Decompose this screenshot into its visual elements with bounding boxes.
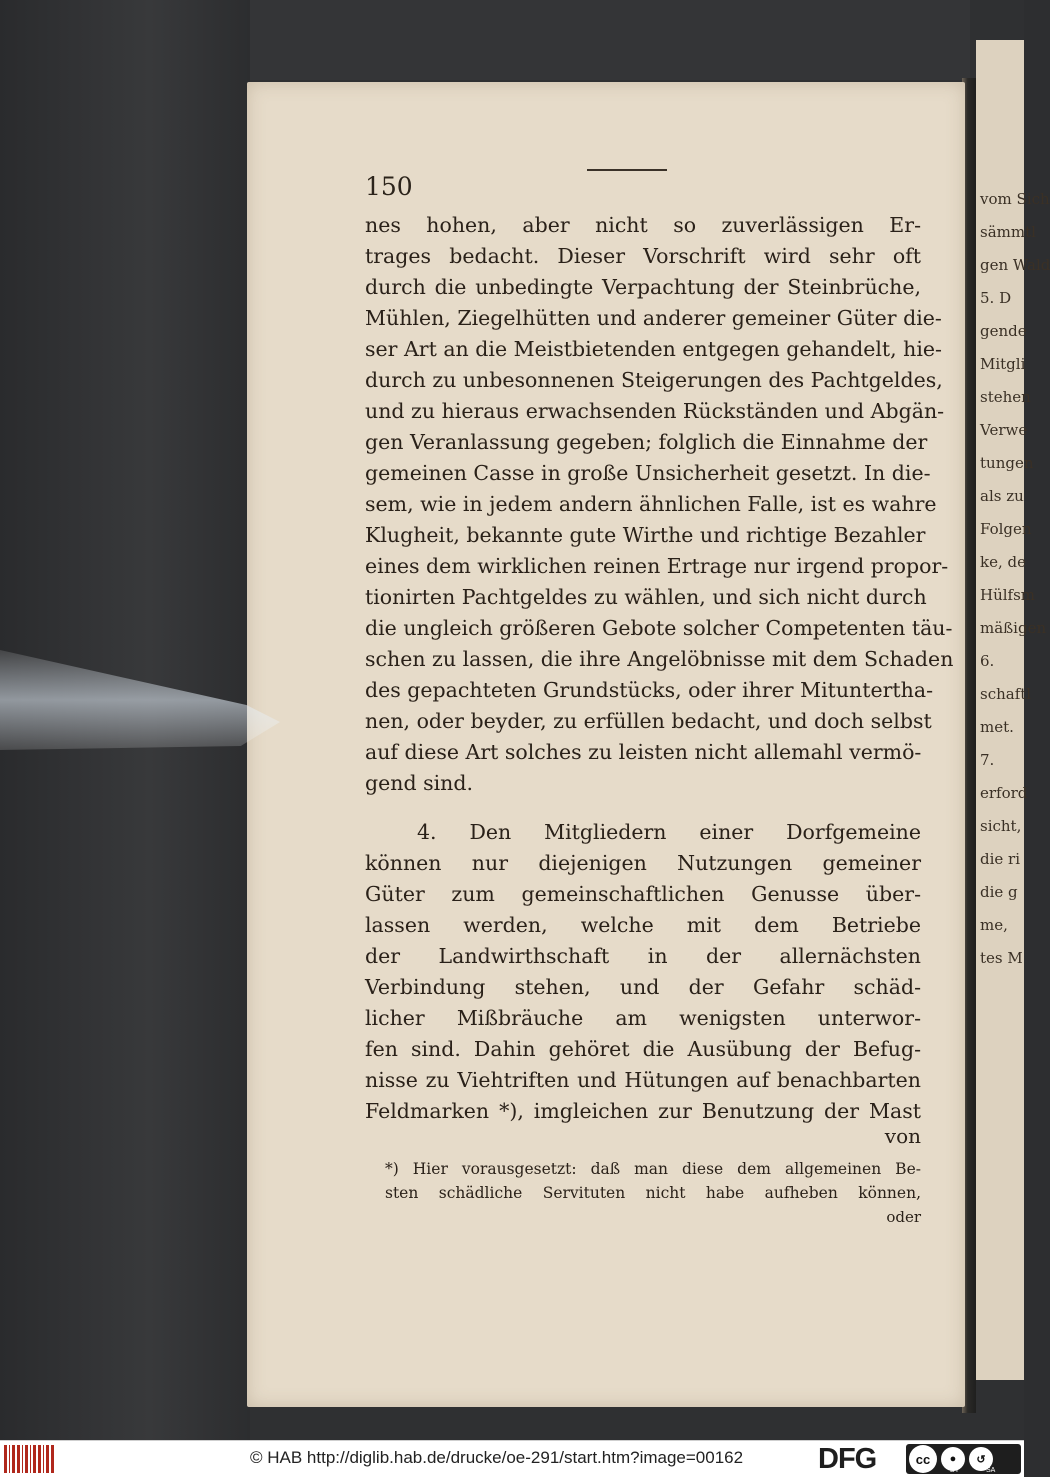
text-line: schen zu lassen, die ihre Angelöbnisse mit dem Schaden xyxy=(365,647,954,671)
footnote-catchword: oder xyxy=(886,1208,921,1226)
facing-page-text: Mitgli xyxy=(980,355,1026,373)
text-line: des gepachteten Grundstücks, oder ihrer Mitunterthа- xyxy=(365,678,934,702)
facing-page-text: Folgen xyxy=(980,520,1032,538)
facing-page-text: schaftl xyxy=(980,685,1032,703)
footnote xyxy=(385,1157,921,1205)
facing-page-text: als zu xyxy=(980,487,1024,505)
text-line: tionirten Pachtgeldes zu wählen, und sich nicht durch xyxy=(365,585,927,609)
catchword: von xyxy=(884,1124,921,1148)
facing-page-text: ke, de xyxy=(980,553,1026,571)
footnote-line: *) Hier vorausgesetzt: daß man diese dem allgemeinen Be- xyxy=(385,1160,921,1178)
facing-page-text: 5. D xyxy=(980,289,1012,307)
dfg-logo[interactable]: DFG xyxy=(818,1443,877,1475)
text-line: fen sind. Dahin gehöret die Ausübung der Befug- xyxy=(365,1037,921,1061)
facing-page-text: die g xyxy=(980,883,1018,901)
cc-license-badge[interactable] xyxy=(906,1444,1021,1474)
facing-page-text: tungen xyxy=(980,454,1034,472)
facing-page-text: mäßigen xyxy=(980,619,1047,637)
copyright-link[interactable]: © HAB http://diglib.hab.de/drucke/oe-291/start.htm?image=00162 xyxy=(250,1448,744,1467)
header-rule xyxy=(587,169,667,171)
text-line: eines dem wirklichen reinen Ertrage nur irgend propor- xyxy=(365,554,949,578)
text-line: 4. Den Mitgliedern einer Dorfgemeine xyxy=(417,820,921,844)
text-line: gemeinen Casse in große Unsicherheit gesetzt. In die- xyxy=(365,461,931,485)
text-line: können nur diejenigen Nutzungen gemeiner xyxy=(365,851,921,875)
facing-page-text: 6. xyxy=(980,652,995,670)
facing-page-text: vom Sich xyxy=(980,190,1050,208)
paragraph-gap xyxy=(365,799,921,817)
text-line: Verbindung stehen, und der Gefahr schäd- xyxy=(365,975,921,999)
text-line: Klugheit, bekannte gute Wirthe und richtige Bezahler xyxy=(365,523,926,547)
text-line: durch zu unbesonnenen Steigerungen des Pachtgeldes, xyxy=(365,368,943,392)
text-line: Feldmarken *), imgleichen zur Benutzung der Mast xyxy=(365,1099,921,1123)
text-line: trages bedacht. Dieser Vorschrift wird sehr oft xyxy=(365,244,921,268)
facing-page-text: sämmtl xyxy=(980,223,1036,241)
body-text xyxy=(365,210,954,1127)
facing-page-text: stehen xyxy=(980,388,1031,406)
footnote-line: sten schädliche Servituten nicht habe aufheben können, xyxy=(385,1184,921,1202)
text-line: ser Art an die Meistbietenden entgegen gehandelt, hie- xyxy=(365,337,942,361)
text-line: die ungleich größeren Gebote solcher Competenten täu- xyxy=(365,616,953,640)
facing-page-text: tes M xyxy=(980,949,1023,967)
page-number: 150 xyxy=(365,172,413,201)
text-line: der Landwirthschaft in der allernächsten xyxy=(365,944,921,968)
cc-icon: cc xyxy=(909,1445,937,1473)
sa-icon: ↺ xyxy=(969,1447,993,1471)
text-line: nen, oder beyder, zu erfüllen bedacht, und doch selbst xyxy=(365,709,932,733)
document-page xyxy=(247,82,965,1407)
text-line: nisse zu Viehtriften und Hütungen auf benachbarten xyxy=(365,1068,921,1092)
facing-page-text: sicht, xyxy=(980,817,1022,835)
text-line: licher Mißbräuche am wenigsten unterwor- xyxy=(365,1006,921,1030)
text-line: Mühlen, Ziegelhütten und anderer gemeiner Güter die- xyxy=(365,306,942,330)
sa-label: SA xyxy=(986,1467,996,1474)
by-label: BY xyxy=(950,1467,960,1474)
book-board-top xyxy=(250,0,970,80)
facing-page-text: 7. xyxy=(980,751,995,769)
hab-logo xyxy=(4,1445,54,1473)
text-line: nes hohen, aber nicht so zuverlässigen Er- xyxy=(365,213,921,237)
text-line: gend sind. xyxy=(365,771,474,795)
text-line: gen Veranlassung gegeben; folglich die Einnahme der xyxy=(365,430,928,454)
text-line: durch die unbedingte Verpachtung der Steinbrüche, xyxy=(365,275,921,299)
text-line: und zu hieraus erwachsenden Rückständen und Abgän- xyxy=(365,399,945,423)
facing-page-text: met. xyxy=(980,718,1014,736)
facing-page-text: die ri xyxy=(980,850,1021,868)
facing-page-fragment xyxy=(976,40,1050,1380)
text-line: sem, wie in jedem andern ähnlichen Falle, ist es wahre xyxy=(365,492,937,516)
facing-page-text: me, xyxy=(980,916,1008,934)
facing-page-text: Hülfsm xyxy=(980,586,1036,604)
facing-page-text: erford xyxy=(980,784,1028,802)
viewer-footer xyxy=(0,1440,1024,1477)
facing-page-text: gen Wald xyxy=(980,256,1050,274)
facing-page-text: Verwe xyxy=(980,421,1028,439)
text-line: lassen werden, welche mit dem Betriebe xyxy=(365,913,921,937)
text-line: auf diese Art solches zu leisten nicht allemahl vermö- xyxy=(365,740,922,764)
text-line: Güter zum gemeinschaftlichen Genusse über- xyxy=(365,882,921,906)
facing-page-text: gende xyxy=(980,322,1027,340)
by-icon: ● xyxy=(941,1447,965,1471)
